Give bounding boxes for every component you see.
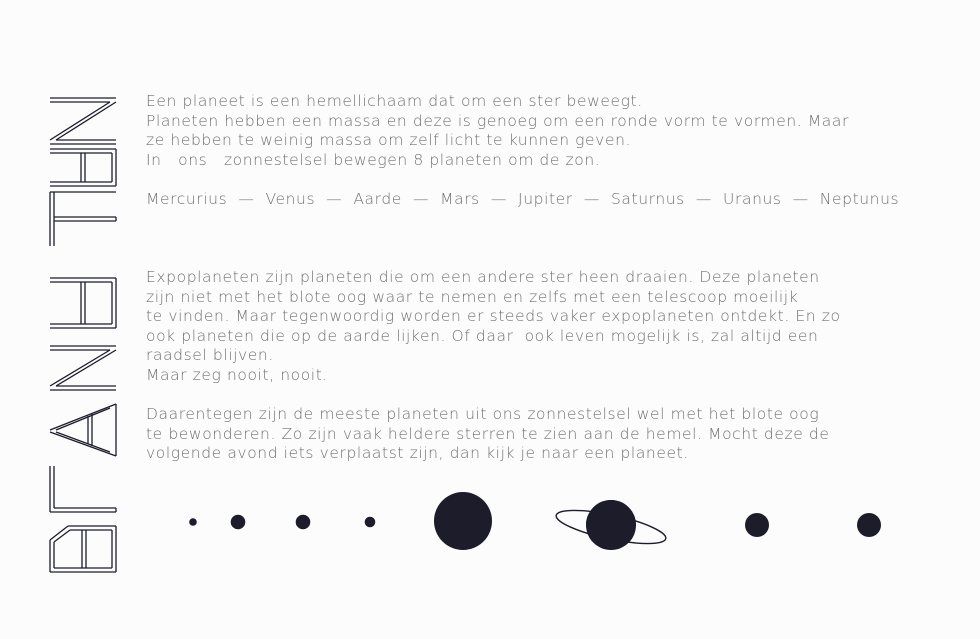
visible-planets-paragraph <box>146 405 926 464</box>
planet-uranus <box>745 513 769 537</box>
intro-line: Planeten hebben een massa en deze is genoeg om een ronde vorm te vormen. Maar <box>146 111 849 130</box>
planet-name-list: Mercurius — Venus — Aarde — Mars — Jupiter — Saturnus — Uranus — Neptunus <box>146 189 900 208</box>
exoplanets-paragraph <box>146 268 926 385</box>
exoplanets-line: Maar zeg nooit, nooit. <box>146 365 328 384</box>
intro-line: Een planeet is een hemellichaam dat om een ster beweegt. <box>146 92 643 110</box>
exoplanets-line: te vinden. Maar tegenwoordig worden er steeds vaker expoplaneten ontdekt. En zo <box>146 307 841 325</box>
planet-mars <box>365 517 376 528</box>
title-letter-t <box>50 192 116 246</box>
planet-neptunus <box>857 513 881 537</box>
planet-row <box>0 480 980 570</box>
title-letter-a <box>50 404 116 456</box>
planet-venus <box>231 515 246 530</box>
intro-line: ze hebben te weinig massa om zelf licht te kunnen geven. <box>146 131 632 149</box>
title-letter-n1 <box>50 98 116 144</box>
exoplanets-line: Expoplaneten zijn planeten die om een andere ster heen draaien. Deze planeten <box>146 268 820 286</box>
title-letter-e2 <box>50 278 116 328</box>
visible-line: Daarentegen zijn de meeste planeten uit ons zonnestelsel wel met het blote oog <box>146 405 820 423</box>
title-letter-e1 <box>50 149 116 186</box>
planet-mercurius <box>189 518 197 526</box>
intro-paragraph <box>146 92 926 209</box>
intro-line: In ons zonnestelsel bewegen 8 planeten om de zon. <box>146 150 601 169</box>
exoplanets-line: zijn niet met het blote oog waar te nemen en zelfs met een telescoop moeilijk <box>146 287 799 306</box>
planet-jupiter <box>434 492 492 550</box>
exoplanets-line: ook planeten die op de aarde lijken. Of daar ook leven mogelijk is, zal altijd een <box>146 326 819 345</box>
exoplanets-line: raadsel blijven. <box>146 346 274 364</box>
visible-line: te bewonderen. Zo zijn vaak heldere sterren te zien aan de hemel. Mocht deze de <box>146 424 830 443</box>
planet-saturnus <box>554 500 669 550</box>
planet-aarde <box>296 515 311 530</box>
title-letter-n2 <box>50 346 116 390</box>
visible-line: volgende avond iets verplaatst zijn, dan kijk je naar een planeet. <box>146 444 689 462</box>
